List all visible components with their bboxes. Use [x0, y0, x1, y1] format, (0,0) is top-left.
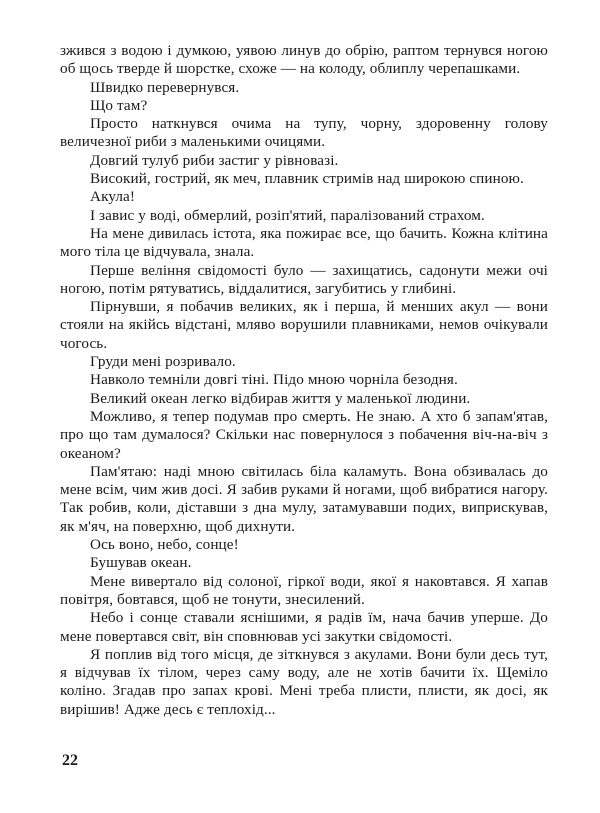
paragraph-16: Пам'ятаю: наді мною світилась біла каламуть. Вона обзивалась до мене всім, чим жив досі. Я забив руками й ногами, щоб вибратися нагору. Так робив, коли, діставши з дна мулу, затамувавши подих, виприскував, як м'яч, на поверхню, щоб дихнути.	[60, 462, 548, 535]
paragraph-11: Пірнувши, я побачив великих, як і перша, й менших акул — вони стояли на якійсь відстані, мляво ворушили плавниками, немов очікували чогось.	[60, 298, 548, 352]
paragraph-2: Швидко перевернувся.	[90, 78, 240, 96]
paragraph-8: І завис у воді, обмерлий, розіп'ятий, паралізований страхом.	[90, 206, 485, 224]
paragraph-17: Ось воно, небо, сонце!	[90, 536, 239, 554]
page-number: 22	[62, 752, 78, 769]
paragraph-3: Що там?	[90, 96, 148, 114]
paragraph-21: Я поплив від того місця, де зіткнувся з акулами. Вони були десь тут, я відчував їх тілом, через саму воду, але не хотів бачити їх. Щеміло коліно. Згадав про запах крові. Мені треба плисти, плисти, як досі, як вирішив! Адже десь є теплохід...	[60, 645, 548, 718]
paragraph-1: зжився з водою і думкою, уявою линув до обрію, раптом тернувся ногою об щось тверде й шорстке, схоже — на колоду, облиплу черепашками.	[60, 42, 548, 78]
paragraph-12: Груди мені розривало.	[90, 353, 236, 371]
page-body	[60, 42, 548, 719]
paragraph-4: Просто наткнувся очима на тупу, чорну, здоровенну голову величезної риби з маленькими очицями.	[60, 115, 548, 151]
paragraph-10: Перше веління свідомості було — захищатись, садонути межи очі ногою, потім рятуватись, віддалитися, загубитись у глибині.	[60, 261, 548, 297]
paragraph-6: Високий, гострий, як меч, плавник стримів над широкою спиною.	[90, 170, 524, 188]
paragraph-19: Мене вивертало від солоної, гіркої води, якої я наковтався. Я хапав повітря, бовтався, щоб не тонути, знесилений.	[60, 572, 548, 608]
paragraph-9: На мене дивилась істота, яка пожирає все, що бачить. Кожна клітина мого тіла це відчувала, знала.	[60, 224, 548, 261]
paragraph-18: Бушував океан.	[90, 554, 192, 572]
paragraph-14: Великий океан легко відбирав життя у маленької людини.	[90, 389, 471, 407]
paragraph-7: Акула!	[90, 188, 136, 206]
paragraph-15: Можливо, я тепер подумав про смерть. Не знаю. А хто б запам'ятав, про що там думалося? Скільки нас повернулося з побачення віч-на-віч з океаном?	[60, 407, 548, 462]
paragraph-20: Небо і сонце ставали яснішими, я радів їм, нача бачив уперше. До мене повертався світ, він сповнював усі закутки свідомості.	[60, 609, 548, 645]
paragraph-5: Довгий тулуб риби застиг у рівновазі.	[90, 151, 339, 169]
paragraph-13: Навколо темніли довгі тіні. Підо мною чорніла безодня.	[90, 371, 458, 389]
